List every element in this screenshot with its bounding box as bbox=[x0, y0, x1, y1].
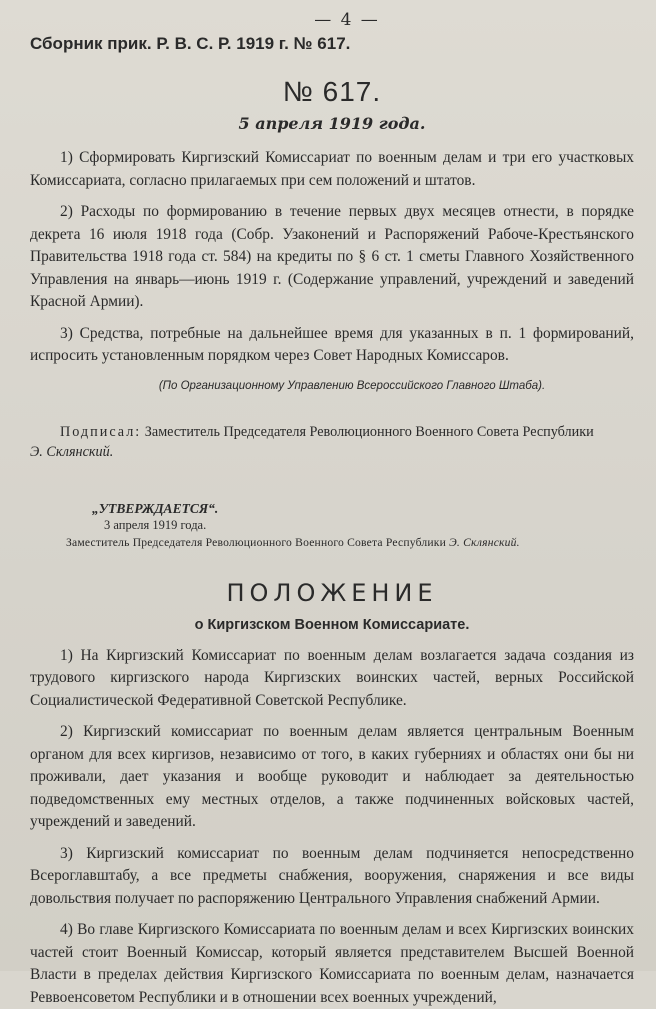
document-subtitle: о Киргизском Военном Комиссариате. bbox=[194, 616, 470, 633]
approval-position: Заместитель Председателя Революционного Военного Совета Республики bbox=[66, 535, 447, 549]
document-title: ПОЛОЖЕНИЕ bbox=[226, 578, 438, 607]
approval-person bbox=[66, 534, 634, 551]
order-paragraph-1: 1) Сформировать Киргизский Комиссариат по военным делам и три его участковых Комиссариата, согласно прилагаемых при сем положений и штатов. bbox=[30, 149, 634, 189]
order-number: № 617. bbox=[282, 76, 382, 107]
section-2: 2) Киргизский комиссариат по военным делам является центральным Военным органом для всех киргизов, независимо от того, в каких губерниях и областях они бы ни проживали, дает указания и вообще руководит и наблюдает за деятельностью подведомственных ему местных отделов, а также подчиненных войсковых частей, учреждений и заведений. bbox=[30, 723, 634, 830]
order-paragraph-2: 2) Расходы по формированию в течение первых двух месяцев отнести, в порядке декрета 16 июля 1918 года (Собр. Узаконений и Распоряжений Рабоче-Крестьянского Правительства 1918 года ст. 584) на кредиты по § 6 ст. 1 сметы Главного Хозяйственного Управления на январь—июнь 1919 г. (Содержание управлений, учреждений и заведений Красной Армии). bbox=[30, 203, 634, 310]
signature-block bbox=[30, 422, 634, 462]
signed-label: Подписал: bbox=[60, 423, 142, 440]
approval-signer: Э. Склянский. bbox=[449, 535, 520, 549]
approval-block bbox=[66, 500, 634, 551]
signed-position: Заместитель Председателя Революционного Военного Совета Республики bbox=[144, 423, 594, 440]
signed-signer: Э. Склянский. bbox=[30, 443, 114, 460]
approval-date: 3 апреля 1919 года. bbox=[104, 517, 207, 532]
section-3: 3) Киргизский комиссариат по военным делам подчиняется непосредственно Всероглавштабу, а все предметы снабжения, вооружения, снаряжения и все виды довольствия получает по распоряжению Центрального Управления снабжений Армии. bbox=[30, 844, 634, 907]
page-number: — 4 — bbox=[314, 10, 380, 30]
order-date: 5 апреля 1919 года. bbox=[238, 114, 426, 133]
order-paragraph-3: 3) Средства, потребные на дальнейшее время для указанных в п. 1 формирований, испросить установленным порядком через Совет Народных Комиссаров. bbox=[30, 324, 634, 364]
running-header: Сборник прик. Р. В. С. Р. 1919 г. № 617. bbox=[30, 34, 351, 53]
approval-label: „УТВЕРЖДАЕТСЯ“. bbox=[92, 500, 219, 516]
section-1: 1) На Киргизский Комиссариат по военным делам возлагается задача создания из трудового киргизского народа Киргизских воинских частей, верных Российской Социалистической Федеративной Советской Республике. bbox=[30, 646, 634, 709]
section-4: 4) Во главе Киргизского Комиссариата по военным делам и всех Киргизских воинских частей стоит Военный Комиссар, который является представителем Высшей Военной Власти в пределах действия Киргизского Комиссариата по военным делам, назначается Реввоенсоветом Республики и в отношении всех военных учреждений, bbox=[30, 921, 634, 1006]
source-note: (По Организационному Управлению Всероссийского Главного Штаба). bbox=[158, 379, 546, 392]
